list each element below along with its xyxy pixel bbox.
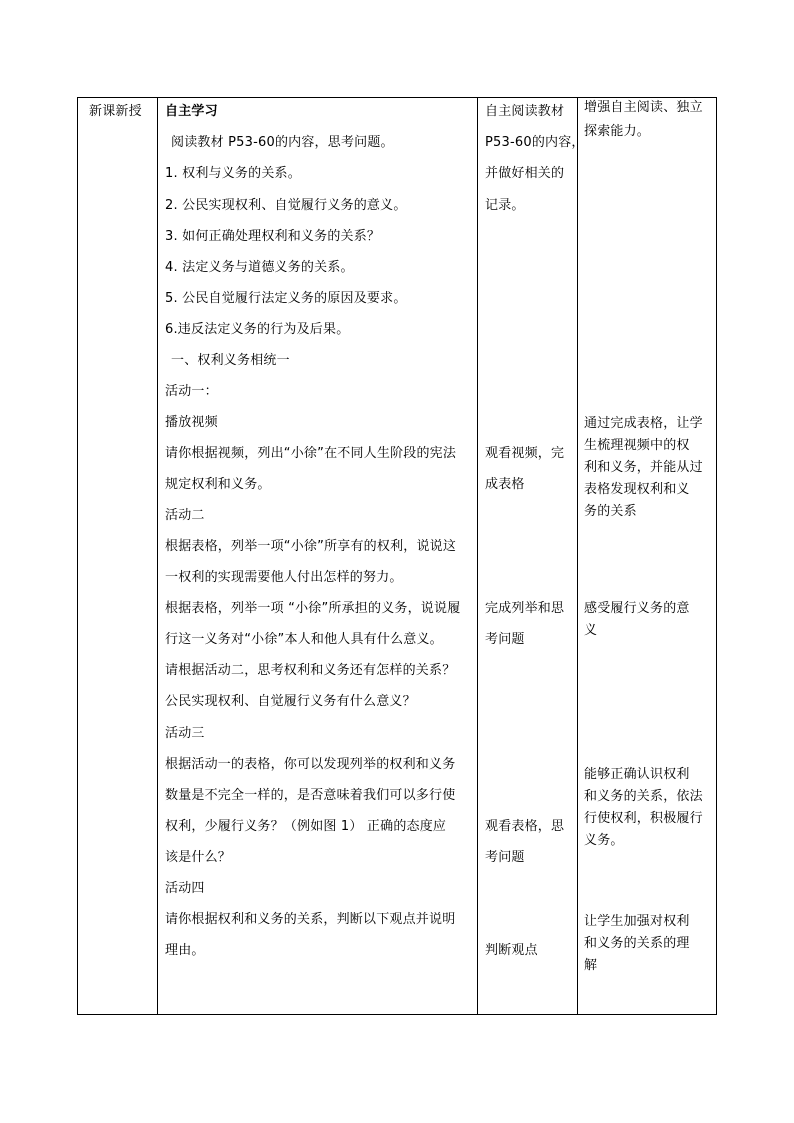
activity-title: 活动三 [165,726,205,741]
activity-text: 公民实现权利、自觉履行义务有什么意义？ [165,694,416,709]
student-activity-text: 观看表格，思 [485,819,565,834]
question-item: 1. 权利与义务的关系。 [165,166,301,181]
self-study-heading: 自主学习 [165,104,218,119]
activity-text: 该是什么？ [165,850,232,865]
activity-title: 活动二 [165,508,205,523]
activity-text: 数量是不完全一样的，是否意味着我们可以多行使 [165,788,456,803]
design-intent-text: 和义务的关系的理 [584,936,690,951]
design-intent-text: 利和义务，并能从过 [584,460,703,475]
design-intent-text: 行使权利，积极履行 [584,811,703,826]
design-intent-text: 义务。 [584,833,624,848]
activity-text: 根据表格，列举一项 “小徐”所承担的义务，说说履 [165,601,461,616]
design-intent-text: 感受履行义务的意 [584,601,690,616]
question-item: 4. 法定义务与道德义务的关系。 [165,260,354,275]
activity-text: 请你根据权利和义务的关系，判断以下观点并说明 [165,912,456,927]
activity-text: 权利，少履行义务？（例如图 1） 正确的态度应 [165,819,447,834]
student-activity-text: P53-60的内容， [485,135,585,150]
design-intent-text: 让学生加强对权利 [584,914,690,929]
activity-text: 行这一义务对“小徐”本人和他人具有什么意义。 [165,632,443,647]
activity-text: 根据活动一的表格，你可以发现列举的权利和义务 [165,757,456,772]
design-intent-text: 能够正确认识权利 [584,767,690,782]
activity-text: 根据表格，列举一项“小徐”所享有的权利，说说这 [165,539,457,554]
design-intent-text: 生梳理视频中的权 [584,438,690,453]
design-intent-text: 解 [584,958,598,973]
question-item: 6.违反法定义务的行为及后果。 [165,322,350,337]
section-label: 新课新授 [89,104,142,119]
student-activity-text: 观看视频，完 [485,446,565,461]
student-activity-text: 考问题 [485,632,525,647]
student-activity-text: 并做好相关的 [485,166,565,181]
column-divider [577,98,578,1014]
student-activity-text: 记录。 [485,198,525,213]
design-intent-text: 表格发现权利和义 [584,482,690,497]
activity-text: 请你根据视频，列出“小徐”在不同人生阶段的宪法 [165,446,457,461]
activity-step: 播放视频 [165,415,218,430]
design-intent-text: 和义务的关系，依法 [584,789,703,804]
design-intent-text: 通过完成表格，让学 [584,416,703,431]
question-item: 5. 公民自觉履行法定义务的原因及要求。 [165,291,407,306]
question-item: 2. 公民实现权利、自觉履行义务的意义。 [165,198,407,213]
reading-instruction: 阅读教材 P53-60的内容，思考问题。 [171,135,394,150]
activity-title: 活动一： [165,384,218,399]
activity-text: 一权利的实现需要他人付出怎样的努力。 [165,570,403,585]
student-activity-text: 成表格 [485,477,525,492]
student-activity-text: 考问题 [485,850,525,865]
part-title: 一、权利义务相统一 [171,353,290,368]
student-activity-text: 自主阅读教材 [485,104,565,119]
activity-text: 理由。 [165,943,205,958]
student-activity-text: 判断观点 [485,943,538,958]
column-divider [477,98,478,1014]
design-intent-text: 务的关系 [584,504,637,519]
activity-text: 请根据活动二，思考权利和义务还有怎样的关系？ [165,663,456,678]
design-intent-text: 义 [584,623,598,638]
question-item: 3. 如何正确处理权利和义务的关系？ [165,229,381,244]
design-intent-text: 增强自主阅读、独立 [584,100,703,115]
column-divider [157,98,158,1014]
activity-title: 活动四 [165,881,205,896]
design-intent-text: 探索能力。 [584,124,651,139]
student-activity-text: 完成列举和思 [485,601,565,616]
activity-text: 规定权利和义务。 [165,477,271,492]
